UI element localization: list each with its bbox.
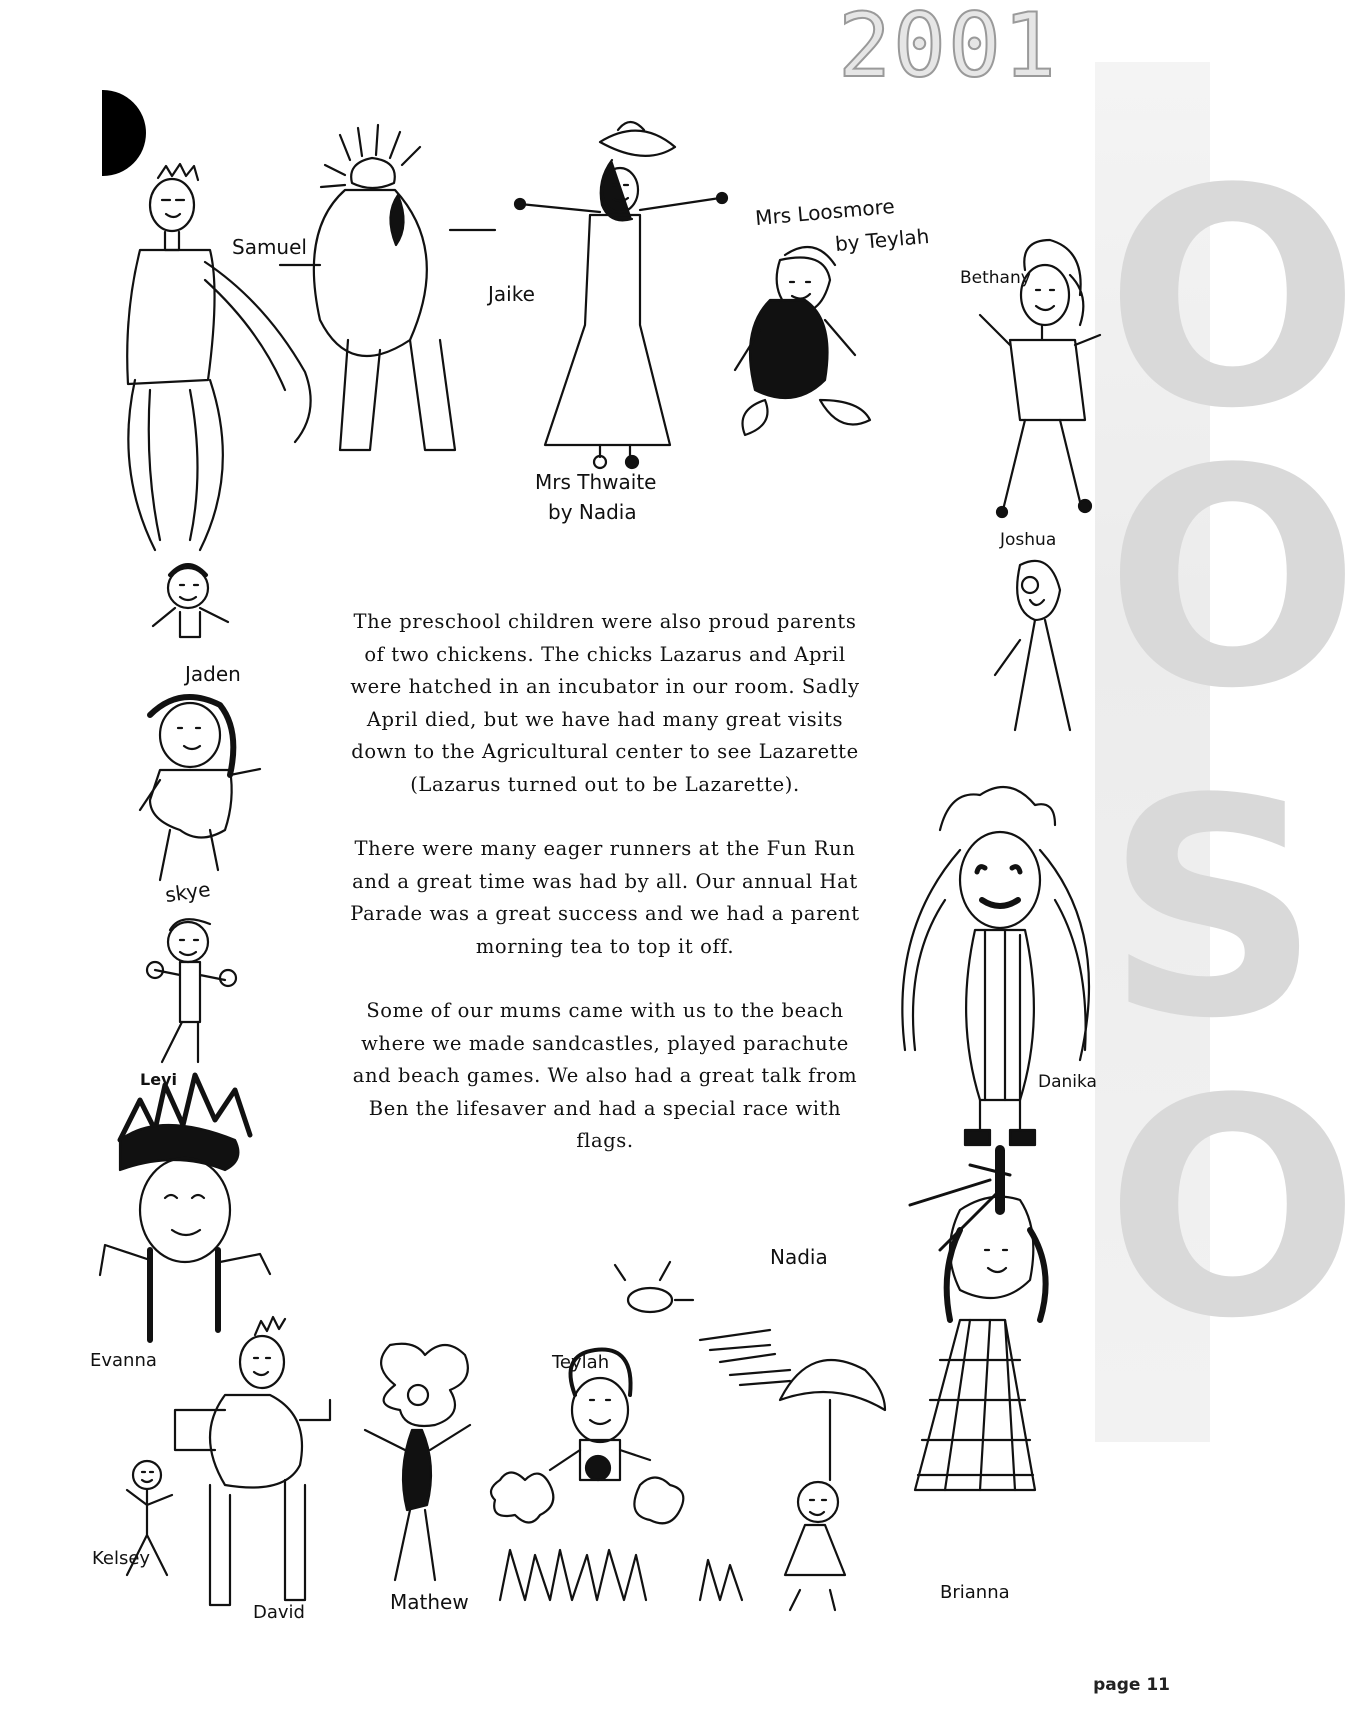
label-mrs-thwaite: Mrs Thwaite bbox=[535, 470, 657, 494]
label-jaike: Jaike bbox=[488, 282, 535, 306]
background-watermark-letter: S bbox=[1105, 735, 1322, 1084]
label-danika: Danika bbox=[1038, 1072, 1097, 1092]
drawing-mathew bbox=[365, 1344, 470, 1580]
page-number: page 11 bbox=[1093, 1675, 1170, 1695]
label-skye: skye bbox=[163, 876, 212, 908]
label-joshua: Joshua bbox=[1000, 530, 1057, 550]
drawing-evanna bbox=[100, 1075, 270, 1340]
drawing-jaden bbox=[153, 565, 228, 637]
label-mrs-thwaite-author: by Nadia bbox=[548, 500, 637, 524]
drawing-flowers bbox=[491, 1473, 742, 1601]
label-levi: Levi bbox=[140, 1070, 177, 1089]
body-paragraph: Some of our mums came with us to the beach where we made sandcastles, played parachute and beach games. We also had a great talk from Ben the lifesaver and had a special race with flags. bbox=[352, 999, 858, 1152]
drawing-sun-flags bbox=[615, 1262, 790, 1385]
label-mrs-loosmore-author: by Teylah bbox=[834, 223, 931, 257]
label-david: David bbox=[253, 1602, 305, 1623]
article-body bbox=[345, 606, 865, 1190]
label-kelsey: Kelsey bbox=[92, 1548, 151, 1569]
drawing-brianna bbox=[910, 1150, 1046, 1490]
drawing-mrs-loosmore bbox=[735, 247, 870, 435]
label-nadia: Nadia bbox=[770, 1245, 828, 1269]
year-heading: 2001 bbox=[838, 0, 1058, 97]
body-paragraph: There were many eager runners at the Fun Run and a great time was had by all. Our annual Hat Parade was a great success and we had a parent morning tea to top it off. bbox=[350, 837, 860, 958]
background-watermark-letter: O bbox=[1105, 1035, 1360, 1384]
drawing-mrs-thwaite bbox=[515, 122, 727, 468]
label-bethany: Bethany bbox=[960, 268, 1031, 288]
label-evanna: Evanna bbox=[90, 1350, 157, 1371]
label-samuel: Samuel bbox=[232, 235, 307, 259]
drawing-umbrella-child bbox=[780, 1360, 885, 1610]
label-mathew: Mathew bbox=[390, 1590, 469, 1614]
drawing-david bbox=[175, 1317, 330, 1605]
drawing-skye bbox=[140, 697, 260, 880]
body-paragraph: The preschool children were also proud parents of two chickens. The chicks Lazarus and April were hatched in an incubator in our room. Sadly April died, but we have had many great visits down to the Agricultural center to see Lazarette (Lazarus turned out to be Lazarette). bbox=[350, 610, 860, 796]
drawing-samuel bbox=[127, 164, 310, 550]
drawing-jaike bbox=[280, 125, 495, 450]
label-brianna: Brianna bbox=[940, 1582, 1010, 1603]
drawing-levi bbox=[147, 919, 236, 1062]
label-jaden: Jaden bbox=[185, 662, 241, 686]
drawing-joshua bbox=[995, 561, 1070, 730]
label-teylah: Teylah bbox=[552, 1352, 610, 1373]
label-mrs-loosmore: Mrs Loosmore bbox=[754, 193, 896, 231]
background-watermark-letter: O bbox=[1105, 125, 1360, 474]
background-watermark-letter: O bbox=[1105, 405, 1360, 754]
